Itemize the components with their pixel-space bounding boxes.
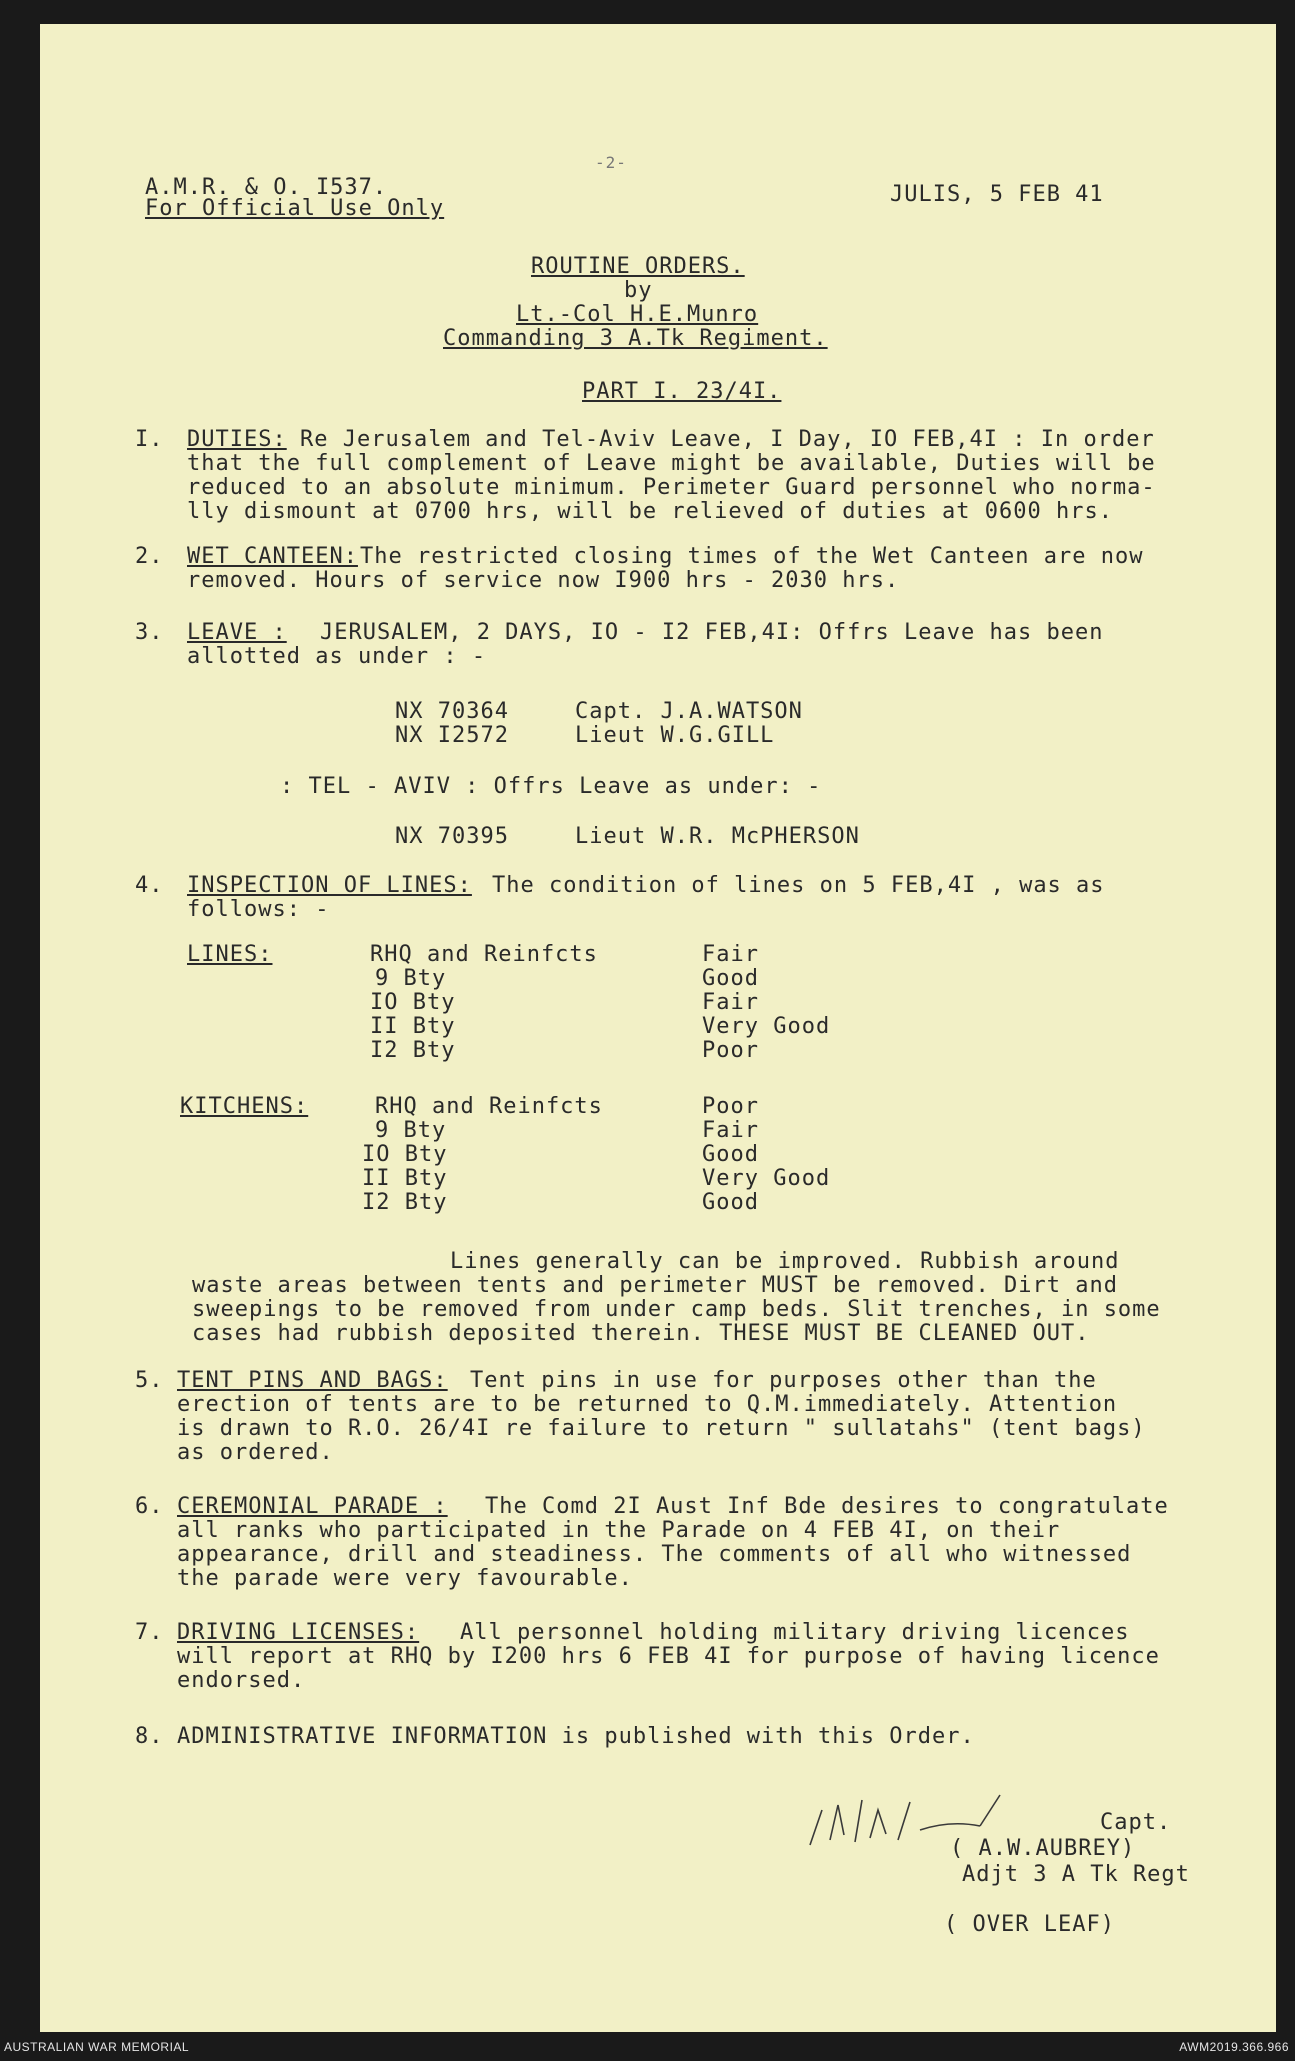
order-number: 2. (135, 544, 164, 569)
order-text: Tent pins in use for purposes other than the (470, 1368, 1097, 1393)
order-text: as ordered. (177, 1440, 334, 1465)
order-text: allotted as under : - (187, 644, 487, 669)
telaviv-heading: : TEL - AVIV : Offrs Leave as under: - (280, 774, 822, 799)
order-heading: WET CANTEEN: (187, 544, 358, 569)
rating: Good (702, 966, 759, 991)
unit: IO Bty (362, 1142, 448, 1167)
order-text: erection of tents are to be returned to Q.M.immediately. Attention (177, 1392, 1118, 1417)
order-text: The condition of lines on 5 FEB,4I , was as (492, 873, 1105, 898)
footer-accession: AWM2019.366.966 (1179, 2040, 1289, 2054)
order-text: waste areas between tents and perimeter MUST be removed. Dirt and (192, 1273, 1118, 1298)
order-number: 8. (135, 1724, 164, 1749)
rating: Very Good (702, 1166, 831, 1191)
unit: 9 Bty (375, 966, 447, 991)
footer-institution: AUSTRALIAN WAR MEMORIAL (4, 2040, 190, 2054)
rating: Poor (702, 1094, 759, 1119)
order-text: The Comd 2I Aust Inf Bde desires to congratulate (485, 1494, 1169, 1519)
title-commander: Lt.-Col H.E.Munro (516, 302, 759, 327)
order-text: follows: - (187, 897, 330, 922)
place-date: JULIS, 5 FEB 41 (890, 182, 1104, 207)
order-text: Lines generally can be improved. Rubbish around (450, 1249, 1120, 1274)
page-marker: -2- (595, 153, 627, 172)
order-number: 6. (135, 1494, 164, 1519)
order-heading: INSPECTION OF LINES: (187, 873, 472, 898)
restriction-notice: For Official Use Only (145, 196, 445, 221)
officer-number: NX 70364 (395, 699, 509, 724)
officer-name: Lieut W.G.GILL (575, 723, 775, 748)
title-by: by (624, 278, 653, 303)
order-number: 3. (135, 620, 164, 645)
title-routine-orders: ROUTINE ORDERS. (531, 254, 745, 279)
unit: II Bty (362, 1166, 448, 1191)
unit: II Bty (370, 1014, 456, 1039)
order-heading: CEREMONIAL PARADE : (177, 1494, 448, 1519)
unit: I2 Bty (370, 1038, 456, 1063)
order-text: that the full complement of Leave might be available, Duties will be (187, 451, 1156, 476)
officer-name: Lieut W.R. McPHERSON (575, 824, 860, 849)
order-number: 5. (135, 1368, 164, 1393)
unit: RHQ and Reinfcts (370, 942, 598, 967)
unit: IO Bty (370, 990, 456, 1015)
order-text: the parade were very favourable. (177, 1566, 633, 1591)
rating: Very Good (702, 1014, 831, 1039)
order-text: reduced to an absolute minimum. Perimeter Guard personnel who norma- (187, 475, 1156, 500)
signatory-rank: Capt. (1100, 1810, 1172, 1835)
document-page (40, 24, 1276, 2032)
officer-number: NX 70395 (395, 824, 509, 849)
order-number: I. (135, 427, 164, 452)
order-heading: DUTIES: (187, 427, 287, 452)
kitchens-label: KITCHENS: (180, 1094, 309, 1119)
rating: Good (702, 1190, 759, 1215)
rating: Good (702, 1142, 759, 1167)
order-text: endorsed. (177, 1668, 306, 1693)
order-text: JERUSALEM, 2 DAYS, IO - I2 FEB,4I: Offrs Leave has been (320, 620, 1104, 645)
order-number: 7. (135, 1620, 164, 1645)
order-text: appearance, drill and steadiness. The comments of all who witnessed (177, 1542, 1132, 1567)
rating: Poor (702, 1038, 759, 1063)
title-regiment: Commanding 3 A.Tk Regiment. (443, 326, 828, 351)
order-text: cases had rubbish deposited therein. THESE MUST BE CLEANED OUT. (192, 1321, 1090, 1346)
order-text: will report at RHQ by I200 hrs 6 FEB 4I for purpose of having licence (177, 1644, 1160, 1669)
order-text: The restricted closing times of the Wet Canteen are now (360, 544, 1144, 569)
unit: 9 Bty (375, 1118, 447, 1143)
officer-name: Capt. J.A.WATSON (575, 699, 803, 724)
rating: Fair (702, 990, 759, 1015)
lines-label: LINES: (187, 942, 273, 967)
signatory-appointment: Adjt 3 A Tk Regt (962, 1862, 1190, 1887)
order-text: all ranks who participated in the Parade on 4 FEB 4I, on their (177, 1518, 1061, 1543)
order-text: sweepings to be removed from under camp beds. Slit trenches, in some (192, 1297, 1161, 1322)
order-heading: TENT PINS AND BAGS: (177, 1368, 448, 1393)
order-text: Re Jerusalem and Tel-Aviv Leave, I Day, IO FEB,4I : In order (300, 427, 1155, 452)
signatory-name: ( A.W.AUBREY) (950, 1836, 1136, 1861)
order-text: All personnel holding military driving licences (460, 1620, 1130, 1645)
order-text: removed. Hours of service now I900 hrs - 2030 hrs. (187, 568, 900, 593)
order-text: ADMINISTRATIVE INFORMATION is published with this Order. (177, 1724, 975, 1749)
rating: Fair (702, 1118, 759, 1143)
file-reference: A.M.R. & O. I537. (145, 175, 388, 200)
unit: RHQ and Reinfcts (375, 1094, 603, 1119)
over-leaf-note: ( OVER LEAF) (944, 1912, 1115, 1937)
officer-number: NX I2572 (395, 723, 509, 748)
part-number: PART I. 23/4I. (582, 379, 782, 404)
order-text: is drawn to R.O. 26/4I re failure to return " sullatahs" (tent bags) (177, 1416, 1146, 1441)
order-heading: DRIVING LICENSES: (177, 1620, 420, 1645)
order-heading: LEAVE : (187, 620, 287, 645)
unit: I2 Bty (362, 1190, 448, 1215)
rating: Fair (702, 942, 759, 967)
order-number: 4. (135, 873, 164, 898)
order-text: lly dismount at 0700 hrs, will be relieved of duties at 0600 hrs. (187, 499, 1113, 524)
